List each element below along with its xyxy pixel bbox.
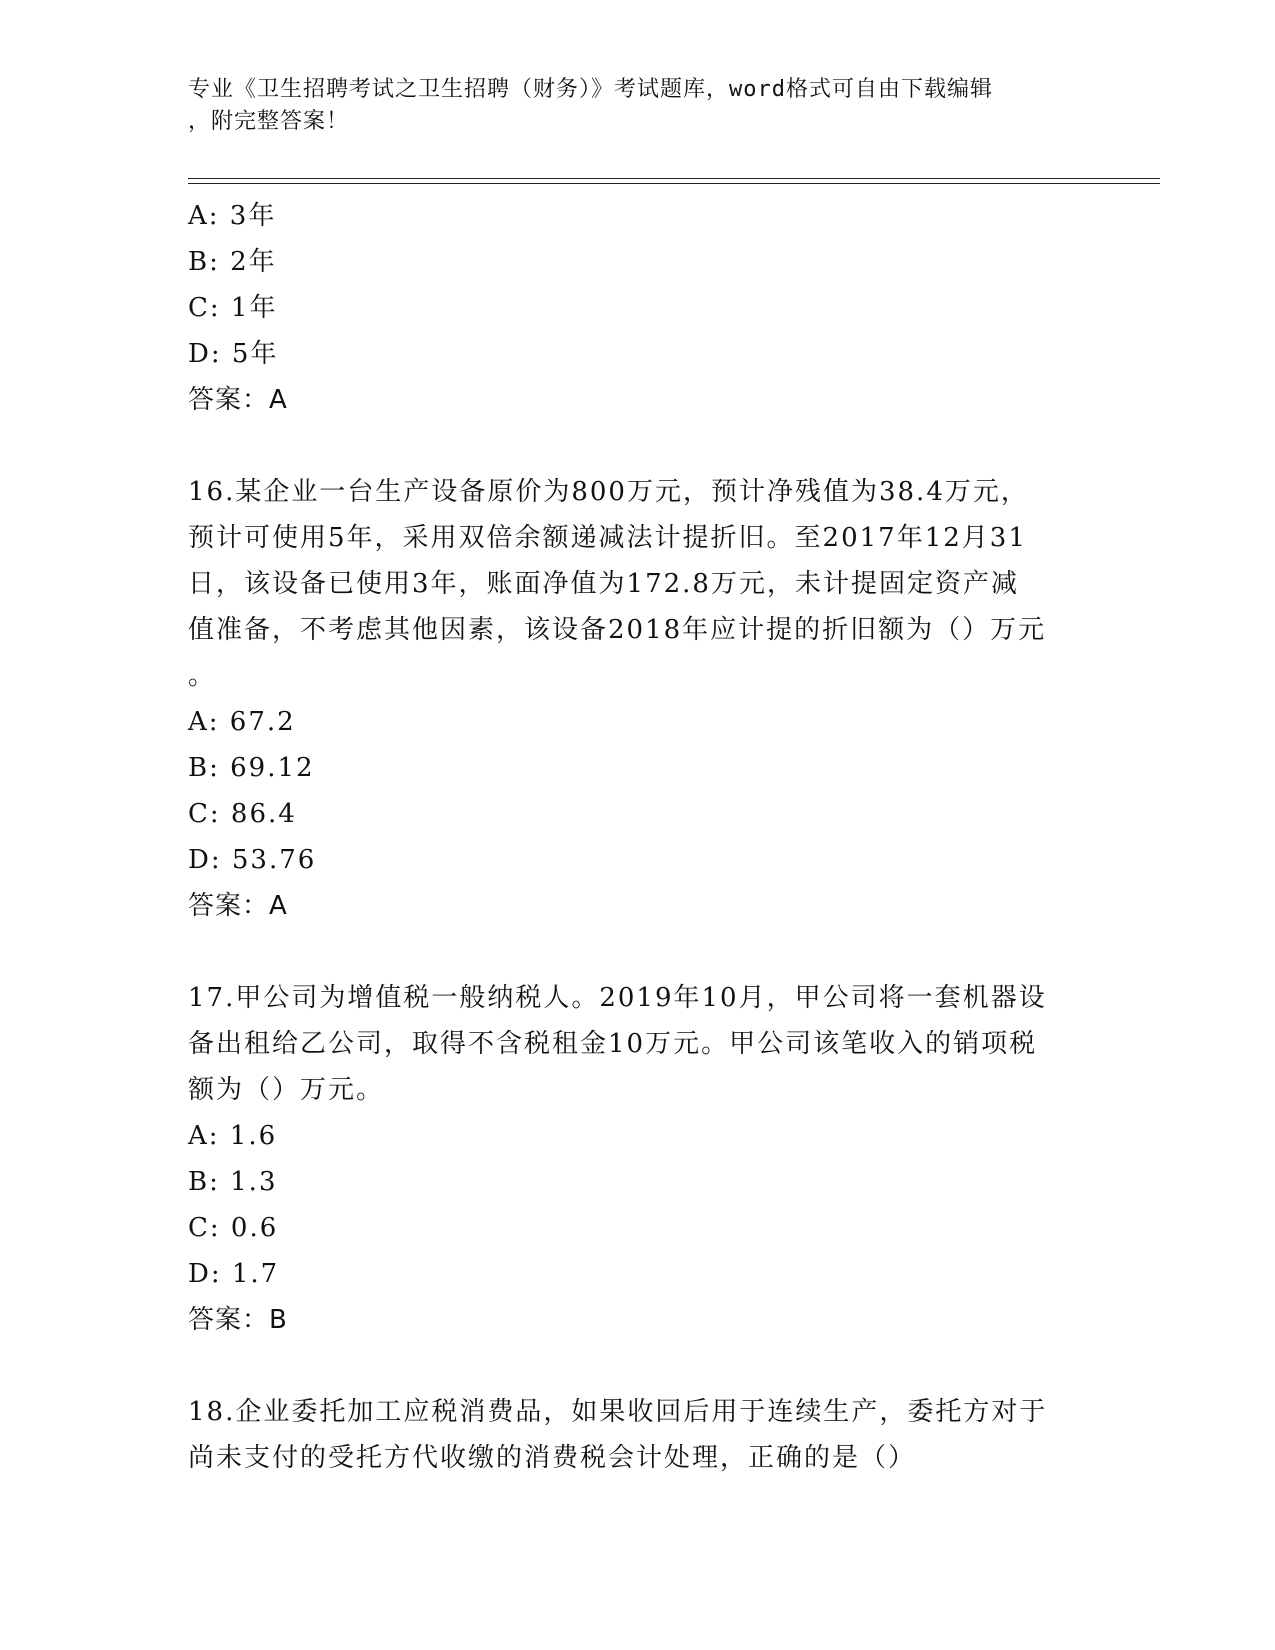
option-d: D: 1.7 xyxy=(188,1259,280,1289)
question-15 xyxy=(188,193,1088,423)
header-divider-bottom xyxy=(188,183,1160,184)
spacer xyxy=(188,423,1088,469)
question-text-line: 值准备，不考虑其他因素，该设备2018年应计提的折旧额为（）万元 xyxy=(188,615,1047,645)
option-d: D: 53.76 xyxy=(188,845,317,875)
spacer xyxy=(188,1343,1088,1389)
option-c: C: 86.4 xyxy=(188,799,297,829)
question-text-line: 。 xyxy=(188,661,217,691)
option-c: C: 0.6 xyxy=(188,1213,279,1243)
answer: 答案：A xyxy=(188,385,288,415)
question-text-line: 16.某企业一台生产设备原价为800万元，预计净残值为38.4万元， xyxy=(188,477,1029,507)
header-line-1: 专业《卫生招聘考试之卫生招聘（财务）》考试题库，word格式可自由下载编辑 xyxy=(188,77,993,102)
answer: 答案：B xyxy=(188,1305,288,1335)
header-divider-top xyxy=(188,178,1160,179)
question-18 xyxy=(188,1389,1088,1481)
question-17 xyxy=(188,975,1088,1343)
option-a: A: 67.2 xyxy=(188,707,296,737)
option-d: D: 5年 xyxy=(188,339,279,369)
spacer xyxy=(188,929,1088,975)
question-text-line: 额为（）万元。 xyxy=(188,1075,385,1105)
question-16 xyxy=(188,469,1088,929)
option-b: B: 1.3 xyxy=(188,1167,278,1197)
question-text-line: 备出租给乙公司，取得不含税租金10万元。甲公司该笔收入的销项税 xyxy=(188,1029,1038,1059)
question-text-line: 18.企业委托加工应税消费品，如果收回后用于连续生产，委托方对于 xyxy=(188,1397,1048,1427)
option-a: A: 1.6 xyxy=(188,1121,278,1151)
question-text-line: 日，该设备已使用3年，账面净值为172.8万元，未计提固定资产减 xyxy=(188,569,1019,599)
question-text-line: 尚未支付的受托方代收缴的消费税会计处理，正确的是（） xyxy=(188,1443,917,1473)
option-b: B: 69.12 xyxy=(188,753,315,783)
answer: 答案：A xyxy=(188,891,288,921)
document-body xyxy=(188,193,1088,1481)
question-text-line: 预计可使用5年，采用双倍余额递减法计提折旧。至2017年12月31 xyxy=(188,523,1027,553)
option-b: B: 2年 xyxy=(188,247,277,277)
option-c: C: 1年 xyxy=(188,293,278,323)
header-line-2: ，附完整答案！ xyxy=(188,109,350,134)
option-a: A: 3年 xyxy=(188,201,277,231)
document-header xyxy=(188,74,1088,138)
question-text-line: 17.甲公司为增值税一般纳税人。2019年10月，甲公司将一套机器设 xyxy=(188,983,1047,1013)
